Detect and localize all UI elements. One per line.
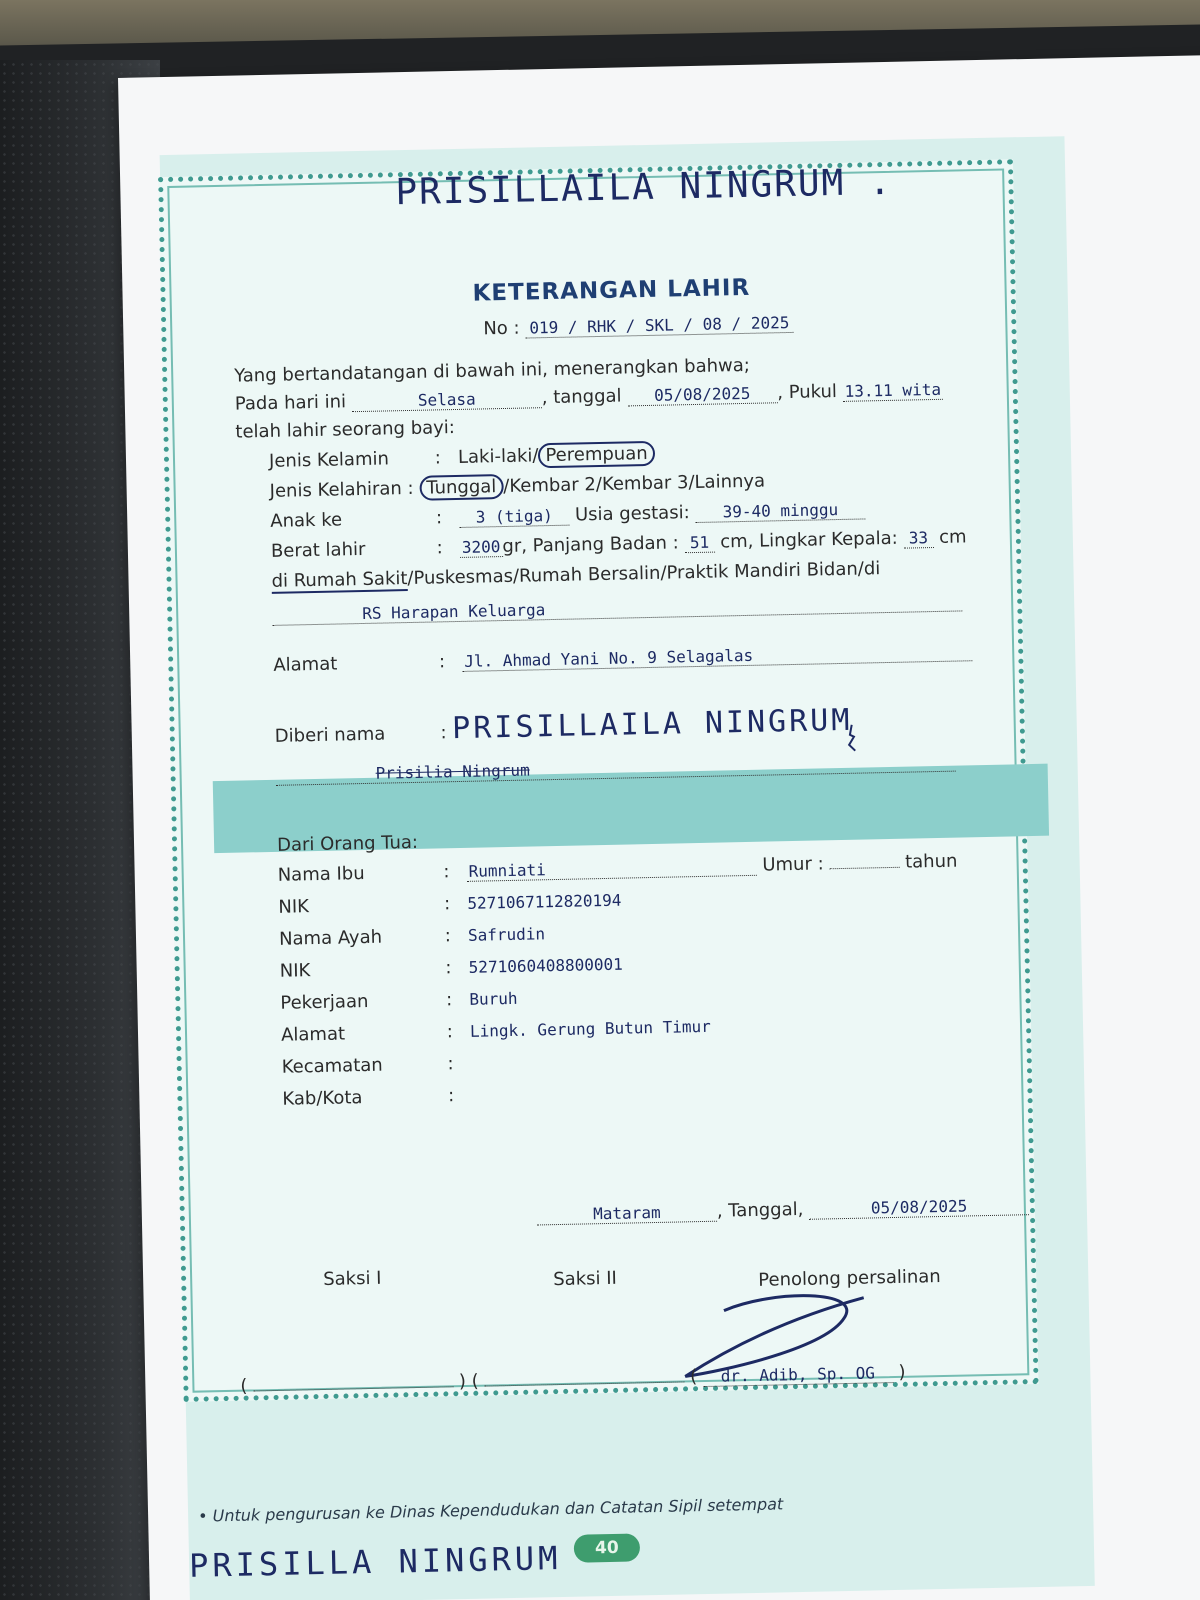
baby-intro: telah lahir seorang bayi: bbox=[235, 417, 456, 443]
mother-name-row: Nama Ibu : Rumniati Umur : tahun bbox=[277, 850, 958, 886]
witness-1-signature-line bbox=[253, 1386, 453, 1391]
handwritten-name-top: PRISILLAILA NINGRUM . bbox=[395, 161, 893, 214]
sex-row: Jenis Kelamin : Laki-laki/ Perempuan bbox=[269, 443, 655, 472]
father-name-label: Nama Ayah bbox=[278, 926, 383, 950]
witness-2-signature-line bbox=[484, 1381, 684, 1386]
district-label: Kecamatan bbox=[281, 1054, 383, 1078]
job-label: Pekerjaan bbox=[280, 990, 369, 1014]
mother-age-value bbox=[829, 867, 899, 869]
given-name-label: Diberi nama bbox=[274, 723, 386, 747]
job-row: Pekerjaan : Buruh bbox=[280, 988, 518, 1014]
helper-name: dr. Adib, Sp. OG bbox=[703, 1363, 893, 1387]
birth-type-options: /Kembar 2/Kembar 3/Lainnya bbox=[503, 470, 766, 498]
parent-address-row: Alamat : Lingk. Gerung Butun Timur bbox=[280, 1016, 712, 1046]
father-name-row: Nama Ayah : Safrudin bbox=[278, 924, 546, 950]
head-value: 33 bbox=[903, 528, 933, 549]
date-label: , tanggal bbox=[541, 385, 622, 409]
gestation-label: Usia gestasi: bbox=[574, 502, 690, 526]
mother-name-label: Nama Ibu bbox=[277, 863, 365, 886]
witness-2-label: Saksi II bbox=[553, 1267, 618, 1291]
signing-date: 05/08/2025 bbox=[809, 1195, 1029, 1220]
weight-unit: gr, Panjang Badan : bbox=[502, 532, 679, 558]
birth-place-value: RS Harapan Keluarga bbox=[272, 591, 962, 625]
father-nik-label: NIK bbox=[279, 960, 311, 982]
time-label: , Pukul bbox=[777, 381, 838, 404]
signing-date-label: , Tanggal, bbox=[716, 1198, 804, 1222]
birth-address-label: Alamat bbox=[273, 653, 338, 676]
mother-nik-label: NIK bbox=[278, 896, 310, 918]
weight-label: Berat lahir bbox=[270, 538, 366, 562]
helper-label: Penolong persalinan bbox=[758, 1266, 941, 1291]
number-label: No : bbox=[483, 317, 520, 340]
document-title: KETERANGAN LAHIR bbox=[472, 274, 751, 307]
district-row: Kecamatan : bbox=[281, 1053, 454, 1078]
helper-paren-close: ) bbox=[898, 1361, 906, 1383]
mother-nik-value: 5271067112820194 bbox=[467, 890, 622, 913]
parent-address-label: Alamat bbox=[280, 1023, 346, 1046]
father-name-value: Safrudin bbox=[467, 924, 546, 945]
length-value: 51 bbox=[684, 533, 714, 554]
birth-address-value: Jl. Ahmad Yani No. 9 Selagalas bbox=[462, 641, 972, 672]
city-label: Kab/Kota bbox=[282, 1087, 363, 1110]
birth-type-label: Jenis Kelahiran : bbox=[269, 477, 414, 502]
measurements-row: Berat lahir : 3200gr, Panjang Badan : 51 cm, Lingkar Kepala: 33 cm bbox=[270, 526, 967, 562]
given-name-value: PRISILLAILA NINGRUM bbox=[451, 702, 853, 747]
birth-certificate-paper bbox=[118, 55, 1200, 1600]
parent-address-value: Lingk. Gerung Butun Timur bbox=[469, 1016, 712, 1041]
sex-option-male: Laki-laki/ bbox=[457, 445, 539, 468]
witness-1-paren-open: ( bbox=[240, 1375, 248, 1397]
birth-address-row: Alamat : Jl. Ahmad Yani No. 9 Selagalas bbox=[273, 640, 972, 676]
handwritten-name-bottom: PRISILLA NINGRUM bbox=[188, 1539, 562, 1585]
number-value: 019 / RHK / SKL / 08 / 2025 bbox=[525, 313, 793, 339]
date-value: 05/08/2025 bbox=[627, 383, 777, 406]
job-value: Buruh bbox=[469, 988, 518, 1009]
child-no-label: Anak ke bbox=[270, 509, 343, 532]
place-options: /Puskesmas/Rumah Bersalin/Praktik Mandiri Bidan/di bbox=[407, 558, 881, 590]
witness-separator: ) ( bbox=[458, 1370, 479, 1393]
day-label: Pada hari ini bbox=[234, 391, 347, 415]
signing-place: Mataram bbox=[537, 1202, 717, 1226]
day-value: Selasa bbox=[352, 388, 542, 412]
ink-mark-icon bbox=[844, 723, 861, 753]
place-selected: di Rumah Sakit bbox=[271, 568, 408, 592]
footnote: • Untuk pengurusan ke Dinas Kependudukan dan Catatan Sipil setempat bbox=[197, 1494, 784, 1526]
sex-option-female-selected: Perempuan bbox=[538, 441, 655, 468]
city-row: Kab/Kota : bbox=[282, 1085, 455, 1110]
page-number-badge: 40 bbox=[574, 1533, 641, 1562]
child-order-row: Anak ke : 3 (tiga) Usia gestasi: 39-40 minggu bbox=[270, 498, 865, 531]
given-name-row: Diberi nama : PRISILLAILA NINGRUM bbox=[274, 702, 853, 747]
length-unit: cm, Lingkar Kepala: bbox=[719, 527, 898, 553]
gestation-value: 39-40 minggu bbox=[695, 499, 865, 523]
intro-line: Yang bertandatangan di bawah ini, menerangkan bahwa; bbox=[234, 354, 751, 387]
mother-age-label: Umur : bbox=[762, 853, 824, 876]
head-unit: cm bbox=[938, 526, 967, 548]
witness-1-label: Saksi I bbox=[322, 1267, 382, 1290]
mother-name-value: Rumniati bbox=[466, 856, 756, 882]
father-nik-row: NIK : 5271060408800001 bbox=[279, 954, 623, 982]
weight-value: 3200 bbox=[460, 537, 503, 558]
age-unit: tahun bbox=[904, 850, 958, 873]
sex-label: Jenis Kelamin bbox=[268, 448, 390, 472]
helper-paren-open: ( bbox=[689, 1366, 698, 1388]
time-value: 13.11 wita bbox=[842, 380, 943, 402]
birth-type-selected: Tunggal bbox=[419, 474, 503, 501]
struck-name-value: Prisilia Ningrum bbox=[275, 752, 955, 786]
father-nik-value: 5271060408800001 bbox=[468, 954, 623, 977]
child-no-value: 3 (tiga) bbox=[459, 506, 569, 528]
parents-heading: Dari Orang Tua: bbox=[276, 831, 419, 856]
mother-nik-row: NIK : 5271067112820194 bbox=[278, 890, 622, 918]
